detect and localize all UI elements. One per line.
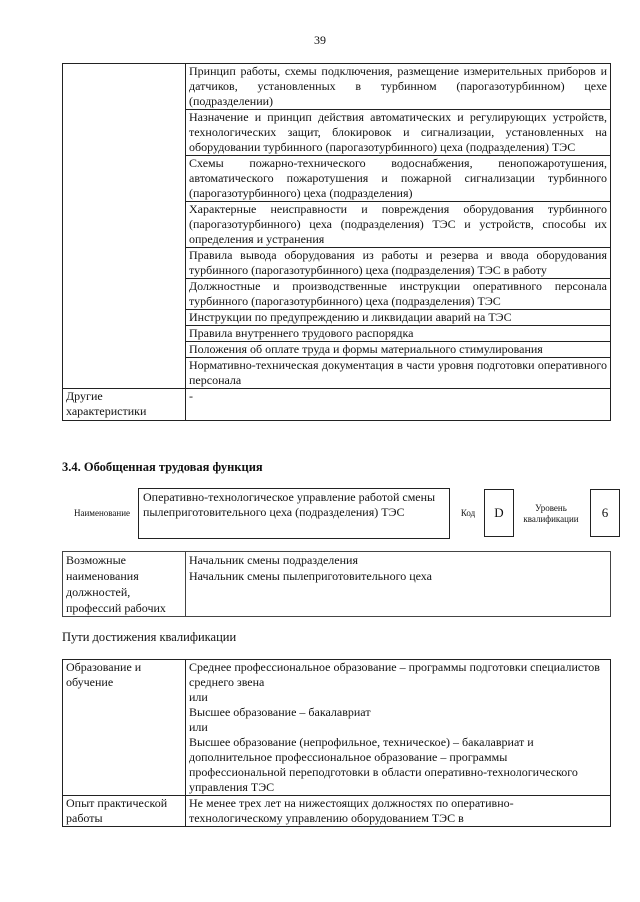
position-line: Начальник смены пылеприготовительного цеха: [189, 569, 432, 583]
table-row: [63, 64, 611, 110]
education-line: Высшее образование (непрофильное, техническое) – бакалавриат и дополнительное профессиональное образование – программы профессиональной переподготовки в области оперативно-технологического управления ТЭС: [189, 735, 578, 794]
knowledge-table: [62, 63, 611, 421]
knowledge-item: Правила внутреннего трудового распорядка: [186, 326, 611, 342]
position-line: Начальник смены подразделения: [189, 553, 358, 567]
table-row: [63, 389, 611, 421]
or-text: или: [189, 690, 208, 704]
positions-label: Возможные наименования должностей, профессий рабочих: [63, 552, 186, 617]
knowledge-item: Назначение и принцип действия автоматических и регулирующих устройств, технологических защит, блокировок и сигнализации, установленных на оборудовании турбинного (парогазотурбинного) цеха (подразделения) ТЭС: [186, 110, 611, 156]
name-label: Наименование: [73, 508, 131, 518]
other-characteristics-value: -: [186, 389, 611, 421]
positions-value: [186, 552, 611, 617]
education-label: Образование и обучение: [63, 660, 186, 796]
education-value: [186, 660, 611, 796]
qualification-paths-table: [62, 659, 611, 827]
positions-table: [62, 551, 611, 617]
code-label: Код: [460, 508, 476, 518]
table-row: [63, 796, 611, 827]
knowledge-item: Правила вывода оборудования из работы и резерва и ввода оборудования турбинного (парогазотурбинного) цеха (подразделения) ТЭС в работу: [186, 248, 611, 279]
code-value-box: D: [484, 489, 514, 537]
other-characteristics-label: Другие характеристики: [63, 389, 186, 421]
knowledge-item: Должностные и производственные инструкции оперативного персонала турбинного (парогазотурбинного) цеха (подразделения) ТЭС: [186, 279, 611, 310]
function-name-box: Оперативно-технологическое управление работой смены пылеприготовительного цеха (подразделения) ТЭС: [138, 488, 450, 539]
qualification-level-label: Уровень квалификации: [523, 503, 579, 524]
knowledge-item: Характерные неисправности и повреждения оборудования турбинного (парогазотурбинного) цеха (подразделения) ТЭС и устройств, способы их определения и устранения: [186, 202, 611, 248]
or-text: или: [189, 720, 208, 734]
knowledge-item: Схемы пожарно-технического водоснабжения, пенопожаротушения, автоматического пожаротушения и пожарной сигнализации турбинного (парогазотурбинного) цеха (подразделения): [186, 156, 611, 202]
knowledge-item: Принцип работы, схемы подключения, размещение измерительных приборов и датчиков, установленных в турбинном (парогазотурбинном) цехе (подразделении): [186, 64, 611, 110]
knowledge-item: Положения об оплате труда и формы материального стимулирования: [186, 342, 611, 358]
education-line: Высшее образование – бакалавриат: [189, 705, 371, 719]
experience-value: Не менее трех лет на нижестоящих должностях по оперативно-технологическому управлению оборудованием ТЭС в: [186, 796, 611, 827]
qualification-level-box: 6: [590, 489, 620, 537]
paths-title: Пути достижения квалификации: [62, 630, 237, 644]
page-number: 39: [314, 33, 326, 47]
section-title: 3.4. Обобщенная трудовая функция: [62, 460, 263, 474]
education-line: Среднее профессиональное образование – программы подготовки специалистов среднего звена: [189, 660, 600, 689]
knowledge-item: Инструкции по предупреждению и ликвидации аварий на ТЭС: [186, 310, 611, 326]
table-row: [63, 660, 611, 796]
empty-label-cell: [63, 64, 186, 389]
experience-label: Опыт практической работы: [63, 796, 186, 827]
table-row: [63, 552, 611, 617]
knowledge-item: Нормативно-техническая документация в части уровня подготовки оперативного персонала: [186, 358, 611, 389]
